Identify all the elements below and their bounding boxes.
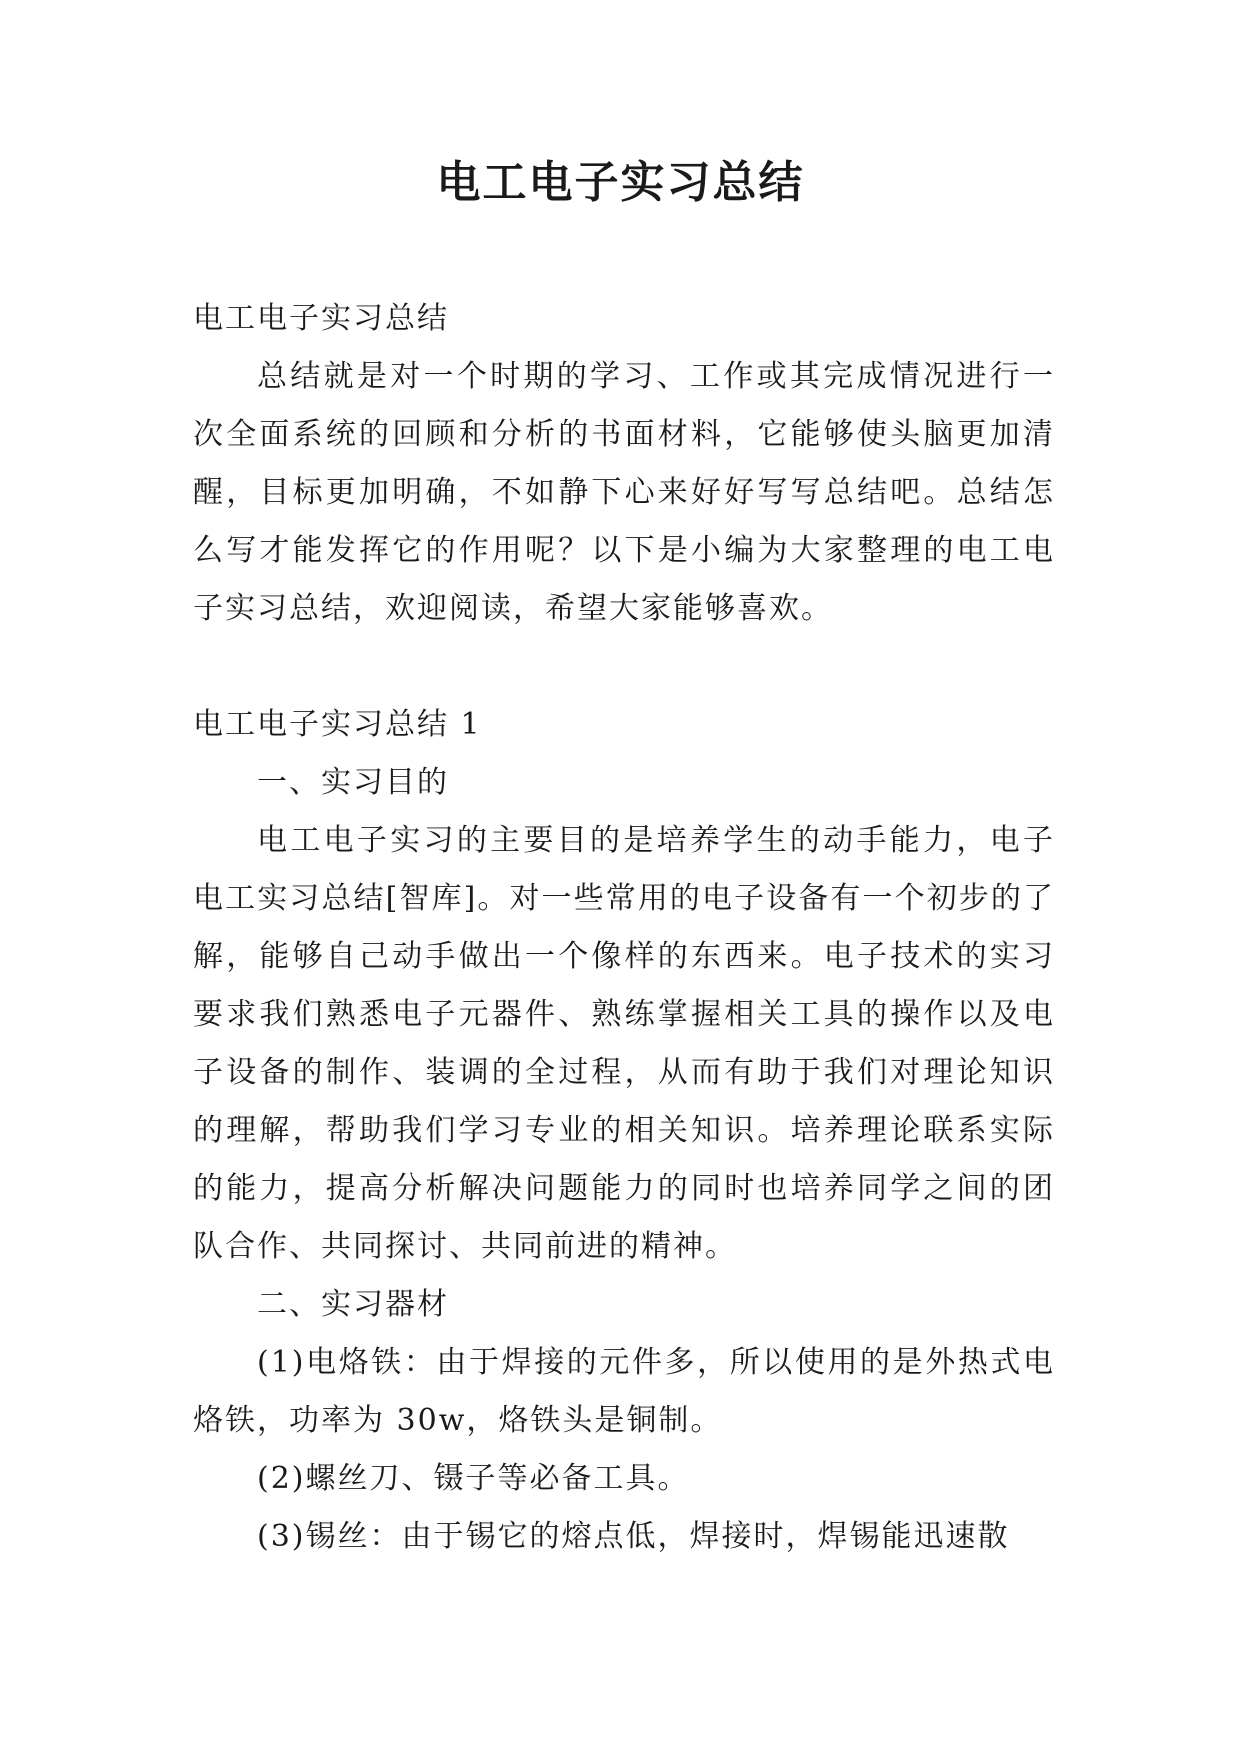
subtitle: 电工电子实习总结 bbox=[193, 301, 449, 336]
equipment-heading: 二、实习器材 bbox=[257, 1287, 449, 1322]
equipment-item: (2)螺丝刀、镊子等必备工具。 bbox=[257, 1461, 690, 1496]
purpose-paragraph: 电工电子实习的主要目的是培养学生的动手能力，电子电工实习总结[智库]。对一些常用的电子设备有一个初步的了解，能够自己动手做出一个像样的东西来。电子技术的实习要求我们熟悉电子元器件、熟练掌握相关工具的操作以及电子设备的制作、装调的全过程，从而有助于我们对理论知识的理解，帮助我们学习专业的相关知识。培养理论联系实际的能力，提高分析解决问题能力的同时也培养同学之间的团队合作、共同探讨、共同前进的精神。 bbox=[193, 823, 1055, 1264]
document-body bbox=[193, 290, 1055, 1566]
intro-paragraph: 总结就是对一个时期的学习、工作或其完成情况进行一次全面系统的回顾和分析的书面材料，它能够使头脑更加清醒，目标更加明确，不如静下心来好好写写总结吧。总结怎么写才能发挥它的作用呢？以下是小编为大家整理的电工电子实习总结，欢迎阅读，希望大家能够喜欢。 bbox=[193, 359, 1055, 626]
section-heading: 电工电子实习总结 1 bbox=[193, 707, 482, 742]
purpose-heading: 一、实习目的 bbox=[257, 765, 449, 800]
document-title: 电工电子实习总结 bbox=[436, 157, 805, 208]
equipment-item: (1)电烙铁：由于焊接的元件多，所以使用的是外热式电烙铁，功率为 30w，烙铁头是铜制。 bbox=[193, 1345, 1055, 1438]
equipment-item: (3)锡丝：由于锡它的熔点低，焊接时，焊锡能迅速散 bbox=[257, 1519, 1010, 1554]
